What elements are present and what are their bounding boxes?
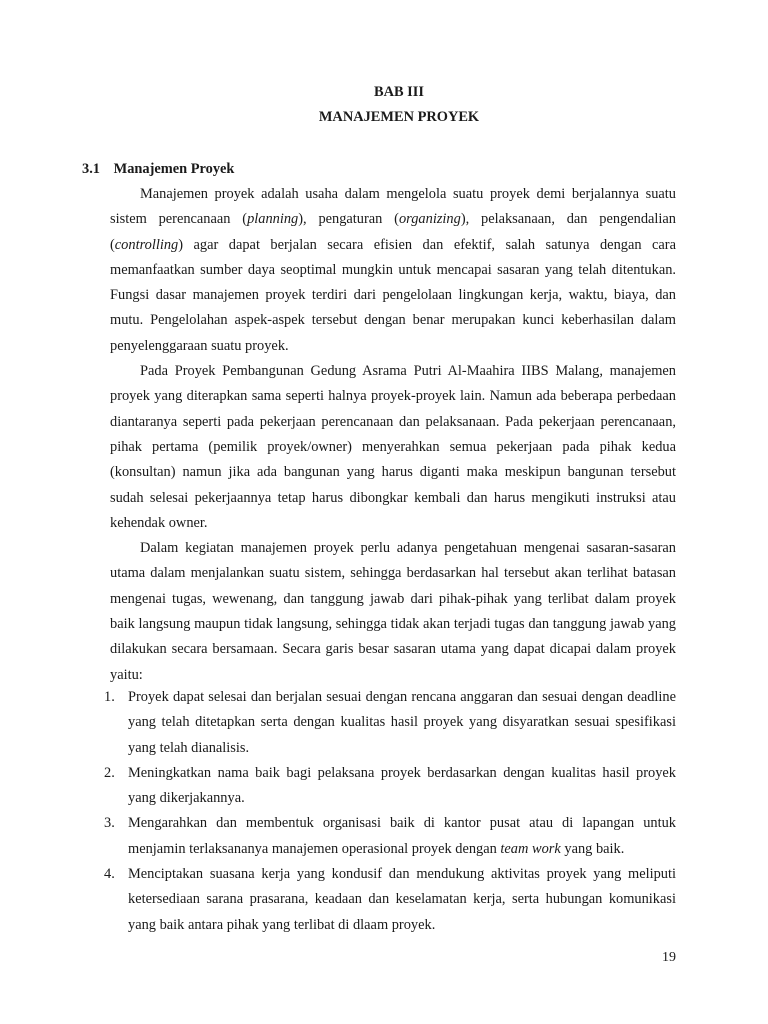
term-team-work: team work — [500, 840, 561, 857]
list-item — [100, 761, 676, 812]
list-item-text-part: yang baik. — [560, 840, 625, 857]
paragraph-1 — [110, 182, 676, 359]
list-item — [100, 862, 676, 938]
list-marker: 4. — [104, 866, 115, 883]
list-item-text-part: Mengarahkan dan membentuk organisasi baik di kantor pusat atau di lapangan untuk menjamin terlaksananya manajemen operasional proyek dengan — [128, 815, 676, 857]
paragraph-2: Pada Proyek Pembangunan Gedung Asrama Putri Al-Maahira IIBS Malang, manajemen proyek yang diterapkan sama seperti halnya proyek-proyek lain. Namun ada beberapa perbedaan diantaranya seperti pada pekerjaan perencanaan dan pelaksanaan. Pada pekerjaan perencanaan, pihak pertama (pemilik proyek/owner) menyerahkan semua pekerjaan pada pihak kedua (konsultan) namun jika ada bangunan yang harus diganti maka meskipun bangunan tersebut sudah selesai pekerjaannya tetap harus dibongkar kembali dan harus mengikuti instruksi atau kehendak owner. — [110, 363, 676, 531]
list-marker: 2. — [104, 764, 115, 781]
paragraph-1-part: ) agar dapat berjalan secara efisien dan efektif, salah satunya dengan cara memanfaatkan sumber daya seoptimal mungkin untuk mencapai sasaran yang telah ditentukan. Fungsi dasar manajemen proyek terdiri dari pengelolaan lingkungan kerja, waktu, biaya, dan mutu. Pengelolahan aspek-aspek tersebut dengan benar merupakan kunci keberhasilan dalam penyelenggaraan suatu proyek. — [110, 236, 676, 354]
page-number: 19 — [662, 950, 676, 965]
paragraph-1-part: ), pelaksanaan, dan pengendalian ( — [110, 211, 677, 253]
list-item-text — [128, 815, 676, 856]
paragraph-3: Dalam kegiatan manajemen proyek perlu adanya pengetahuan mengenai sasaran-sasaran utama dalam menjalankan suatu sistem, sehingga berdasarkan hal tersebut akan terlihat batasan mengenai tugas, wewenang, dan tanggung jawab dari pihak-pihak yang terlibat dalam proyek baik langsung maupun tidak langsung, sehingga tidak akan terjadi tugas dan tanggung jawab yang dilakukan secara bersamaan. Secara garis besar sasaran utama yang dapat dicapai dalam proyek yaitu: — [110, 540, 676, 683]
list-marker: 3. — [104, 815, 115, 832]
objectives-list — [100, 685, 676, 938]
list-item-text: Proyek dapat selesai dan berjalan sesuai dengan rencana anggaran dan sesuai dengan deadline yang telah ditetapkan serta dengan kualitas hasil proyek yang disyaratkan sesuai spesifikasi yang telah dianalisis. — [128, 689, 676, 756]
list-item — [100, 811, 676, 862]
paragraph-1-part: Manajemen proyek adalah usaha dalam mengelola suatu proyek demi berjalannya suatu sistem perencanaan ( — [110, 186, 676, 228]
list-marker: 1. — [104, 689, 115, 705]
term-organizing: organizing — [398, 211, 461, 228]
list-item — [100, 685, 676, 761]
term-controlling: controlling — [114, 236, 179, 253]
section-number: 3.1 — [82, 161, 100, 177]
chapter-title: MANAJEMEN PROYEK — [318, 109, 480, 125]
section-title: Manajemen Proyek — [113, 161, 235, 177]
list-item-text: Meningkatkan nama baik bagi pelaksana proyek berdasarkan dengan kualitas hasil proyek yang dikerjakannya. — [128, 764, 676, 807]
term-planning: planning — [247, 211, 299, 228]
paragraph-1-part: ), pengaturan ( — [298, 211, 399, 228]
body-text — [110, 182, 676, 688]
section-heading — [82, 161, 234, 178]
chapter-number: BAB III — [374, 84, 424, 100]
list-item-text: Menciptakan suasana kerja yang kondusif dan mendukung aktivitas proyek yang meliputi ketersediaan sarana prasarana, keadaan dan keselamatan kerja, serta hubungan komunikasi yang baik antara pihak yang terlibat di dlaam proyek. — [128, 866, 676, 933]
